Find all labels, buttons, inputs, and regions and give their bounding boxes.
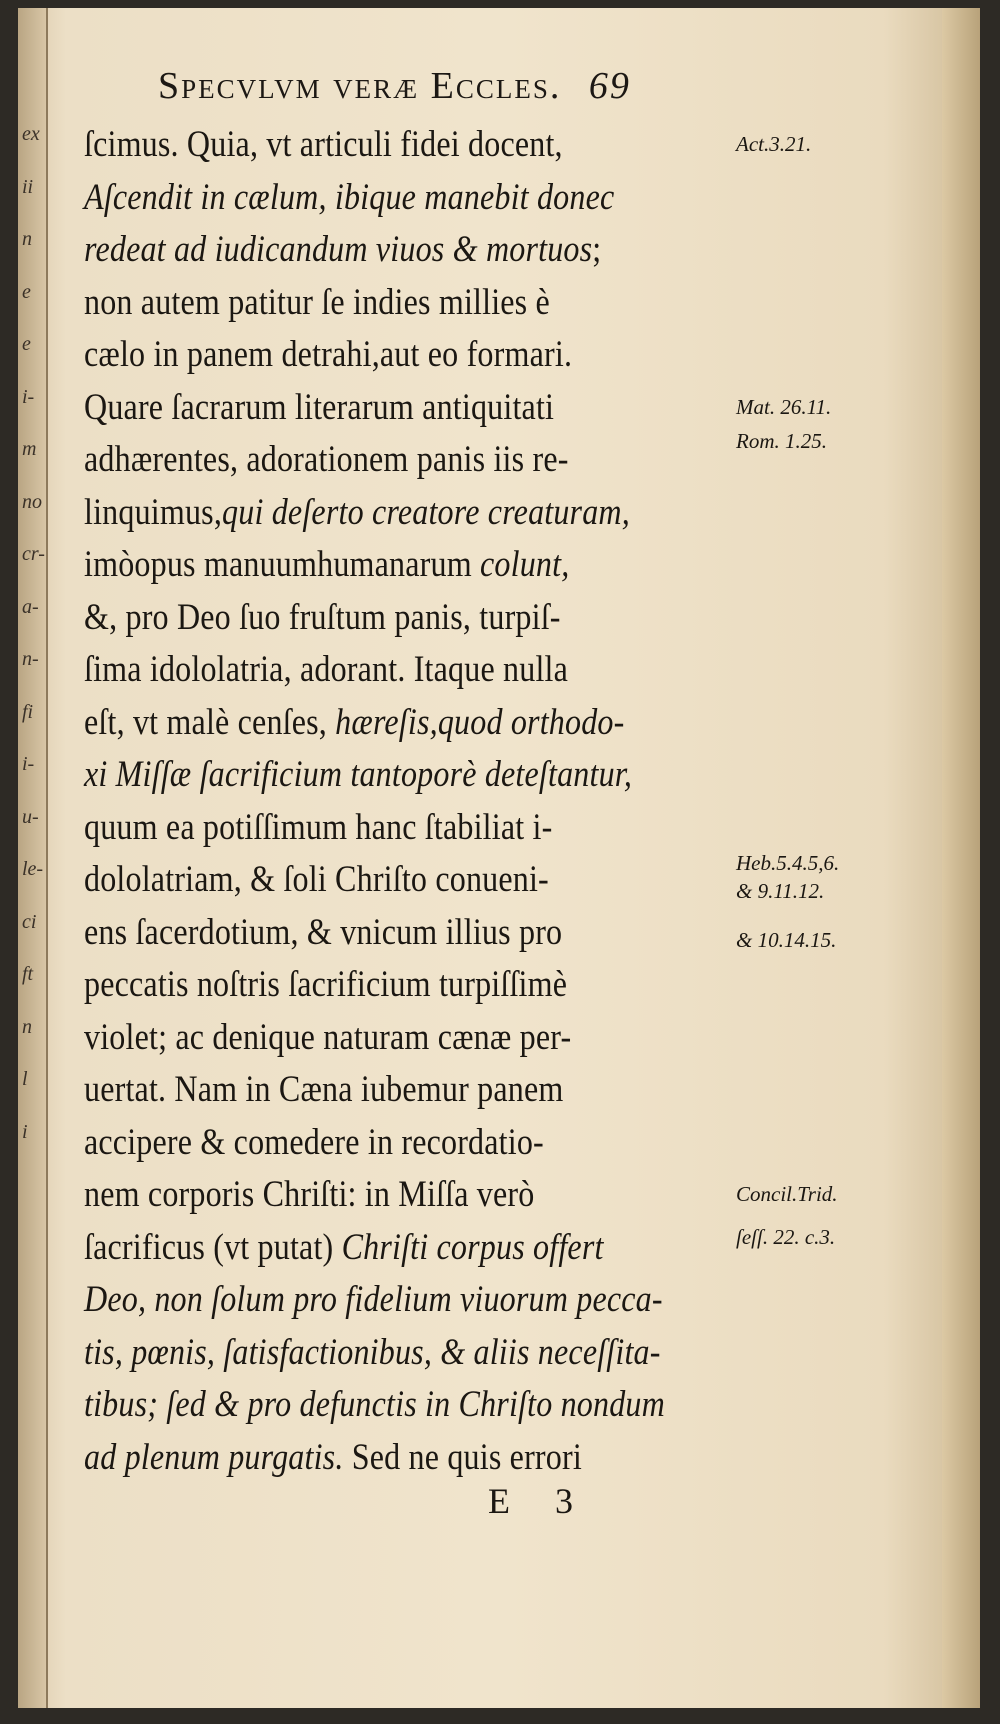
roman-span: cælo in panem detrahi,aut eo formari.	[84, 333, 573, 374]
text-line	[84, 328, 734, 381]
gutter-fragment: n-	[22, 648, 39, 670]
margin-note: Concil.Trid.	[736, 1182, 838, 1206]
italic-span: Chriſti corpus offert	[341, 1225, 604, 1267]
italic-span: Deo, non ſolum pro fidelium viuorum pecca-	[84, 1278, 663, 1319]
gutter-fragment: i	[22, 1120, 28, 1143]
margin-note: Mat. 26.11.	[736, 394, 832, 419]
text-line	[84, 1011, 734, 1064]
gutter-fragment: i-	[22, 753, 35, 775]
gutter-fragment: e	[22, 333, 31, 355]
roman-span: quum ea potiſſimum hanc ſtabiliat i-	[84, 805, 553, 847]
text-line	[84, 486, 734, 539]
text-line	[84, 171, 734, 224]
roman-span: accipere & comedere in recordatio-	[84, 1120, 544, 1162]
gutter-fragment: no	[22, 490, 42, 513]
gutter-fragment: m	[22, 438, 37, 460]
gutter-fragment: n	[22, 1015, 32, 1038]
text-line	[84, 958, 734, 1011]
text-line	[84, 1168, 734, 1221]
italic-span: redeat ad iudicandum viuos & mortuos	[84, 228, 593, 269]
roman-span: imòopus manuumhumanarum	[84, 543, 481, 584]
text-line	[84, 748, 734, 801]
roman-span: Quare ſacrarum literarum antiquitati	[84, 385, 555, 427]
italic-span: Aſcendit in cælum, ibique manebit donec	[84, 175, 615, 217]
text-line	[84, 1273, 734, 1326]
text-line	[84, 1378, 734, 1431]
roman-span: ſacrificus (vt putat)	[84, 1225, 342, 1267]
gutter-fragment: fi	[22, 700, 34, 723]
roman-span: uertat. Nam in Cæna iubemur panem	[84, 1068, 564, 1109]
roman-span: dololatriam, & ſoli Chriſto conueni-	[84, 858, 549, 899]
text-body	[84, 118, 824, 1483]
text-line	[84, 276, 734, 329]
gutter-fragment: e	[22, 280, 31, 303]
roman-span: adhærentes, adorationem panis iis re-	[84, 438, 569, 479]
text-line	[84, 1221, 734, 1274]
text-line	[84, 906, 734, 959]
facing-page-gutter	[18, 8, 48, 1708]
gutter-fragment: ii	[22, 175, 34, 198]
gutter-fragment: i-	[22, 385, 35, 408]
gutter-fragment: u-	[22, 805, 39, 828]
italic-span: xi Miſſæ ſacrificium tantoporè deteſtantur,	[84, 753, 633, 794]
roman-span: ;	[592, 228, 602, 269]
running-title: Specvlvm veræ Eccles.	[158, 65, 562, 107]
italic-span: hæreſis,quod orthodo-	[335, 700, 625, 742]
margin-note: & 10.14.15.	[736, 927, 837, 952]
margin-note: Act.3.21.	[736, 132, 812, 156]
gutter-fragment: ex	[22, 123, 40, 145]
text-line	[84, 591, 734, 644]
gutter-fragment: ci	[22, 910, 37, 933]
roman-span: Sed ne quis errori	[343, 1435, 582, 1477]
margin-note: & 9.11.12.	[736, 879, 825, 903]
text-line	[84, 538, 734, 591]
running-header	[158, 64, 878, 108]
italic-span: tibus; ſed & pro defunctis in Chriſto nondum	[84, 1383, 665, 1424]
roman-span: ens ſacerdotium, & vnicum illius pro	[84, 910, 563, 952]
margin-note: Rom. 1.25.	[736, 429, 827, 453]
roman-span: ſima idololatria, adorant. Itaque nulla	[84, 648, 569, 689]
gutter-fragment: l	[22, 1068, 28, 1090]
signature-mark: E 3	[488, 1481, 591, 1521]
text-line	[84, 1063, 734, 1116]
text-line	[84, 381, 734, 434]
roman-span: &, pro Deo ſuo fruſtum panis, turpiſ-	[84, 595, 561, 637]
text-line	[84, 643, 734, 696]
italic-span: ad plenum purgatis.	[84, 1435, 344, 1477]
gutter-fragment: le-	[22, 858, 44, 880]
gutter-fragment: cr-	[22, 543, 45, 565]
roman-span: nem corporis Chriſti: in Miſſa verò	[84, 1173, 535, 1214]
text-line	[84, 801, 734, 854]
page-edge	[942, 8, 980, 1708]
margin-note: ſeſſ. 22. c.3.	[736, 1224, 836, 1249]
text-line	[84, 223, 734, 276]
margin-note: Heb.5.4.5,6.	[736, 851, 840, 875]
roman-span: eſt, vt malè cenſes,	[84, 700, 336, 742]
roman-span: ſcimus. Quia, vt articuli fidei docent,	[84, 123, 563, 164]
roman-span: non autem patitur ſe indies millies è	[84, 280, 550, 322]
roman-span: peccatis noſtris ſacrificium turpiſſimè	[84, 963, 568, 1004]
text-line	[84, 696, 734, 749]
text-line	[84, 118, 734, 171]
text-line	[84, 1116, 734, 1169]
gutter-fragment: a-	[22, 595, 39, 618]
text-line	[84, 1431, 734, 1484]
text-line	[84, 853, 734, 906]
italic-span: qui deſerto creatore creaturam,	[222, 490, 630, 532]
italic-span: tis, pœnis, ſatisfactionibus, & aliis neceſſita-	[84, 1330, 661, 1372]
gutter-fragment: n	[22, 228, 32, 250]
text-line	[84, 433, 734, 486]
page-number: 69	[588, 65, 631, 107]
book-page	[18, 8, 980, 1708]
gutter-fragment: ft	[22, 963, 34, 985]
text-line	[84, 1326, 734, 1379]
roman-span: linquimus,	[84, 490, 223, 532]
roman-span: violet; ac denique naturam cænæ per-	[84, 1015, 572, 1057]
italic-span: colunt,	[480, 543, 570, 584]
